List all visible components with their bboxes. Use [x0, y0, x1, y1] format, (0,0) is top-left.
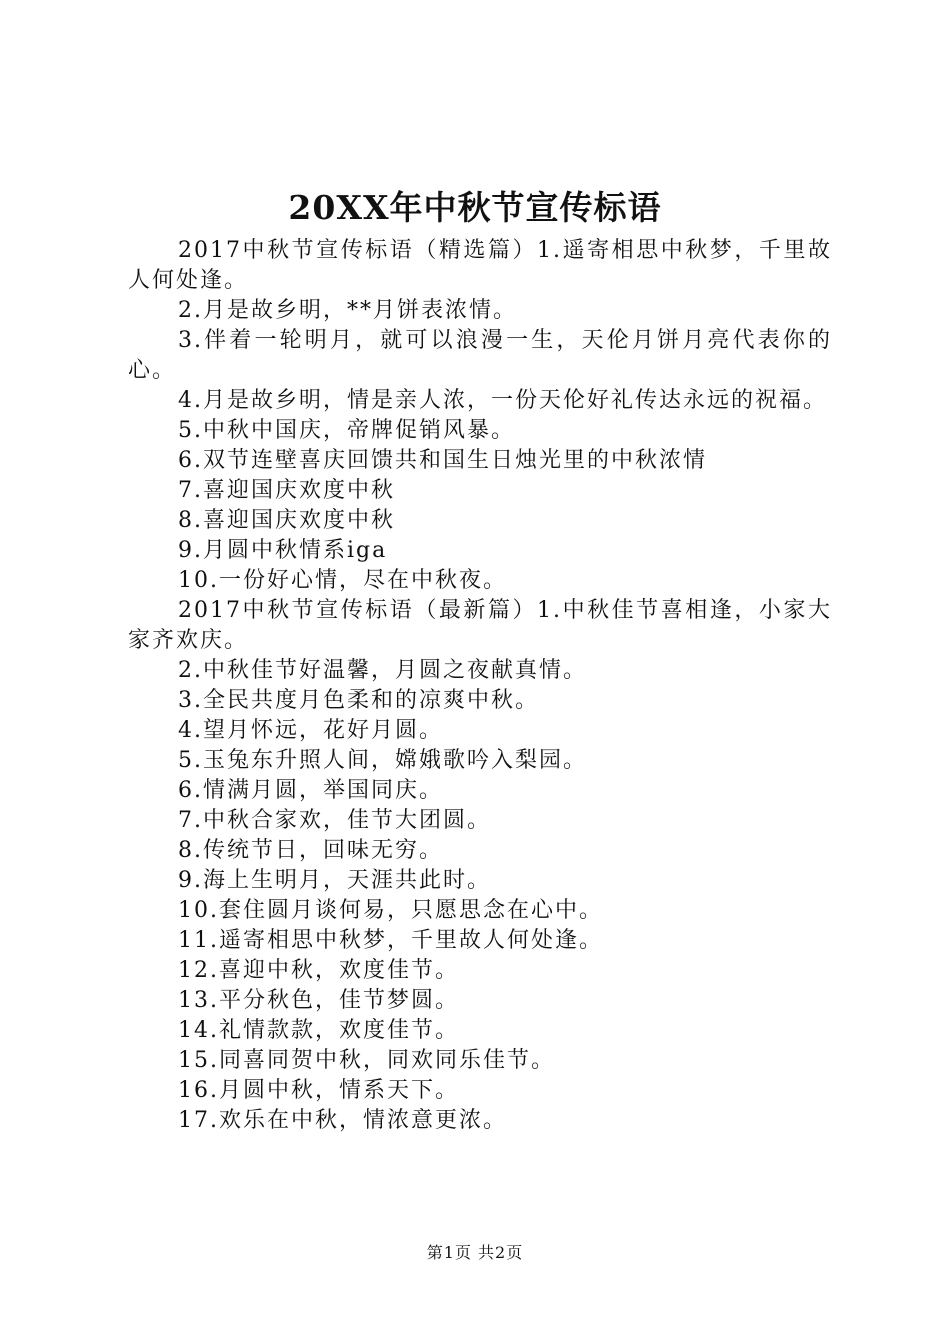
- paragraph: 2017中秋节宣传标语（精选篇）1.遥寄相思中秋梦，千里故人何处逢。: [128, 238, 832, 293]
- paragraph: 9.月圆中秋情系iga: [178, 538, 388, 563]
- paragraph: 14.礼情款款，欢度佳节。: [178, 1018, 459, 1043]
- paragraph: 11.遥寄相思中秋梦，千里故人何处逢。: [178, 928, 603, 953]
- paragraph: 10.套住圆月谈何易，只愿思念在心中。: [178, 898, 603, 923]
- paragraph: 2.月是故乡明，**月饼表浓情。: [178, 298, 517, 323]
- paragraph: 13.平分秋色，佳节梦圆。: [178, 988, 459, 1013]
- paragraph: 8.传统节日，回味无穷。: [178, 838, 443, 863]
- paragraph: 2.中秋佳节好温馨，月圆之夜献真情。: [178, 658, 587, 683]
- page-number-footer: 第1页 共2页: [426, 1243, 524, 1262]
- paragraph: 3.伴着一轮明月，就可以浪漫一生，天伦月饼月亮代表你的心。: [128, 328, 832, 383]
- paragraph: 2017中秋节宣传标语（最新篇）1.中秋佳节喜相逢，小家大家齐欢庆。: [128, 598, 832, 653]
- paragraph: 17.欢乐在中秋，情浓意更浓。: [178, 1108, 507, 1133]
- paragraph: 7.中秋合家欢，佳节大团圆。: [178, 808, 491, 833]
- paragraph: 8.喜迎国庆欢度中秋: [178, 508, 395, 533]
- paragraph: 5.中秋中国庆，帝牌促销风暴。: [178, 418, 515, 443]
- paragraph: 5.玉兔东升照人间，嫦娥歌吟入梨园。: [178, 748, 587, 773]
- paragraph: 4.月是故乡明，情是亲人浓，一份天伦好礼传达永远的祝福。: [178, 388, 827, 413]
- paragraph: 9.海上生明月，天涯共此时。: [178, 868, 491, 893]
- document-body: [128, 236, 832, 1136]
- paragraph: 12.喜迎中秋，欢度佳节。: [178, 958, 459, 983]
- paragraph: 3.全民共度月色柔和的凉爽中秋。: [178, 688, 539, 713]
- paragraph: 6.双节连壁喜庆回馈共和国生日烛光里的中秋浓情: [178, 448, 707, 473]
- paragraph: 15.同喜同贺中秋，同欢同乐佳节。: [178, 1048, 555, 1073]
- paragraph: 6.情满月圆，举国同庆。: [178, 778, 443, 803]
- paragraph: 7.喜迎国庆欢度中秋: [178, 478, 395, 503]
- paragraph: 16.月圆中秋，情系天下。: [178, 1078, 459, 1103]
- paragraph: 4.望月怀远，花好月圆。: [178, 718, 443, 743]
- paragraph: 10.一份好心情，尽在中秋夜。: [178, 568, 507, 593]
- page-title: 20XX年中秋节宣传标语: [288, 188, 662, 227]
